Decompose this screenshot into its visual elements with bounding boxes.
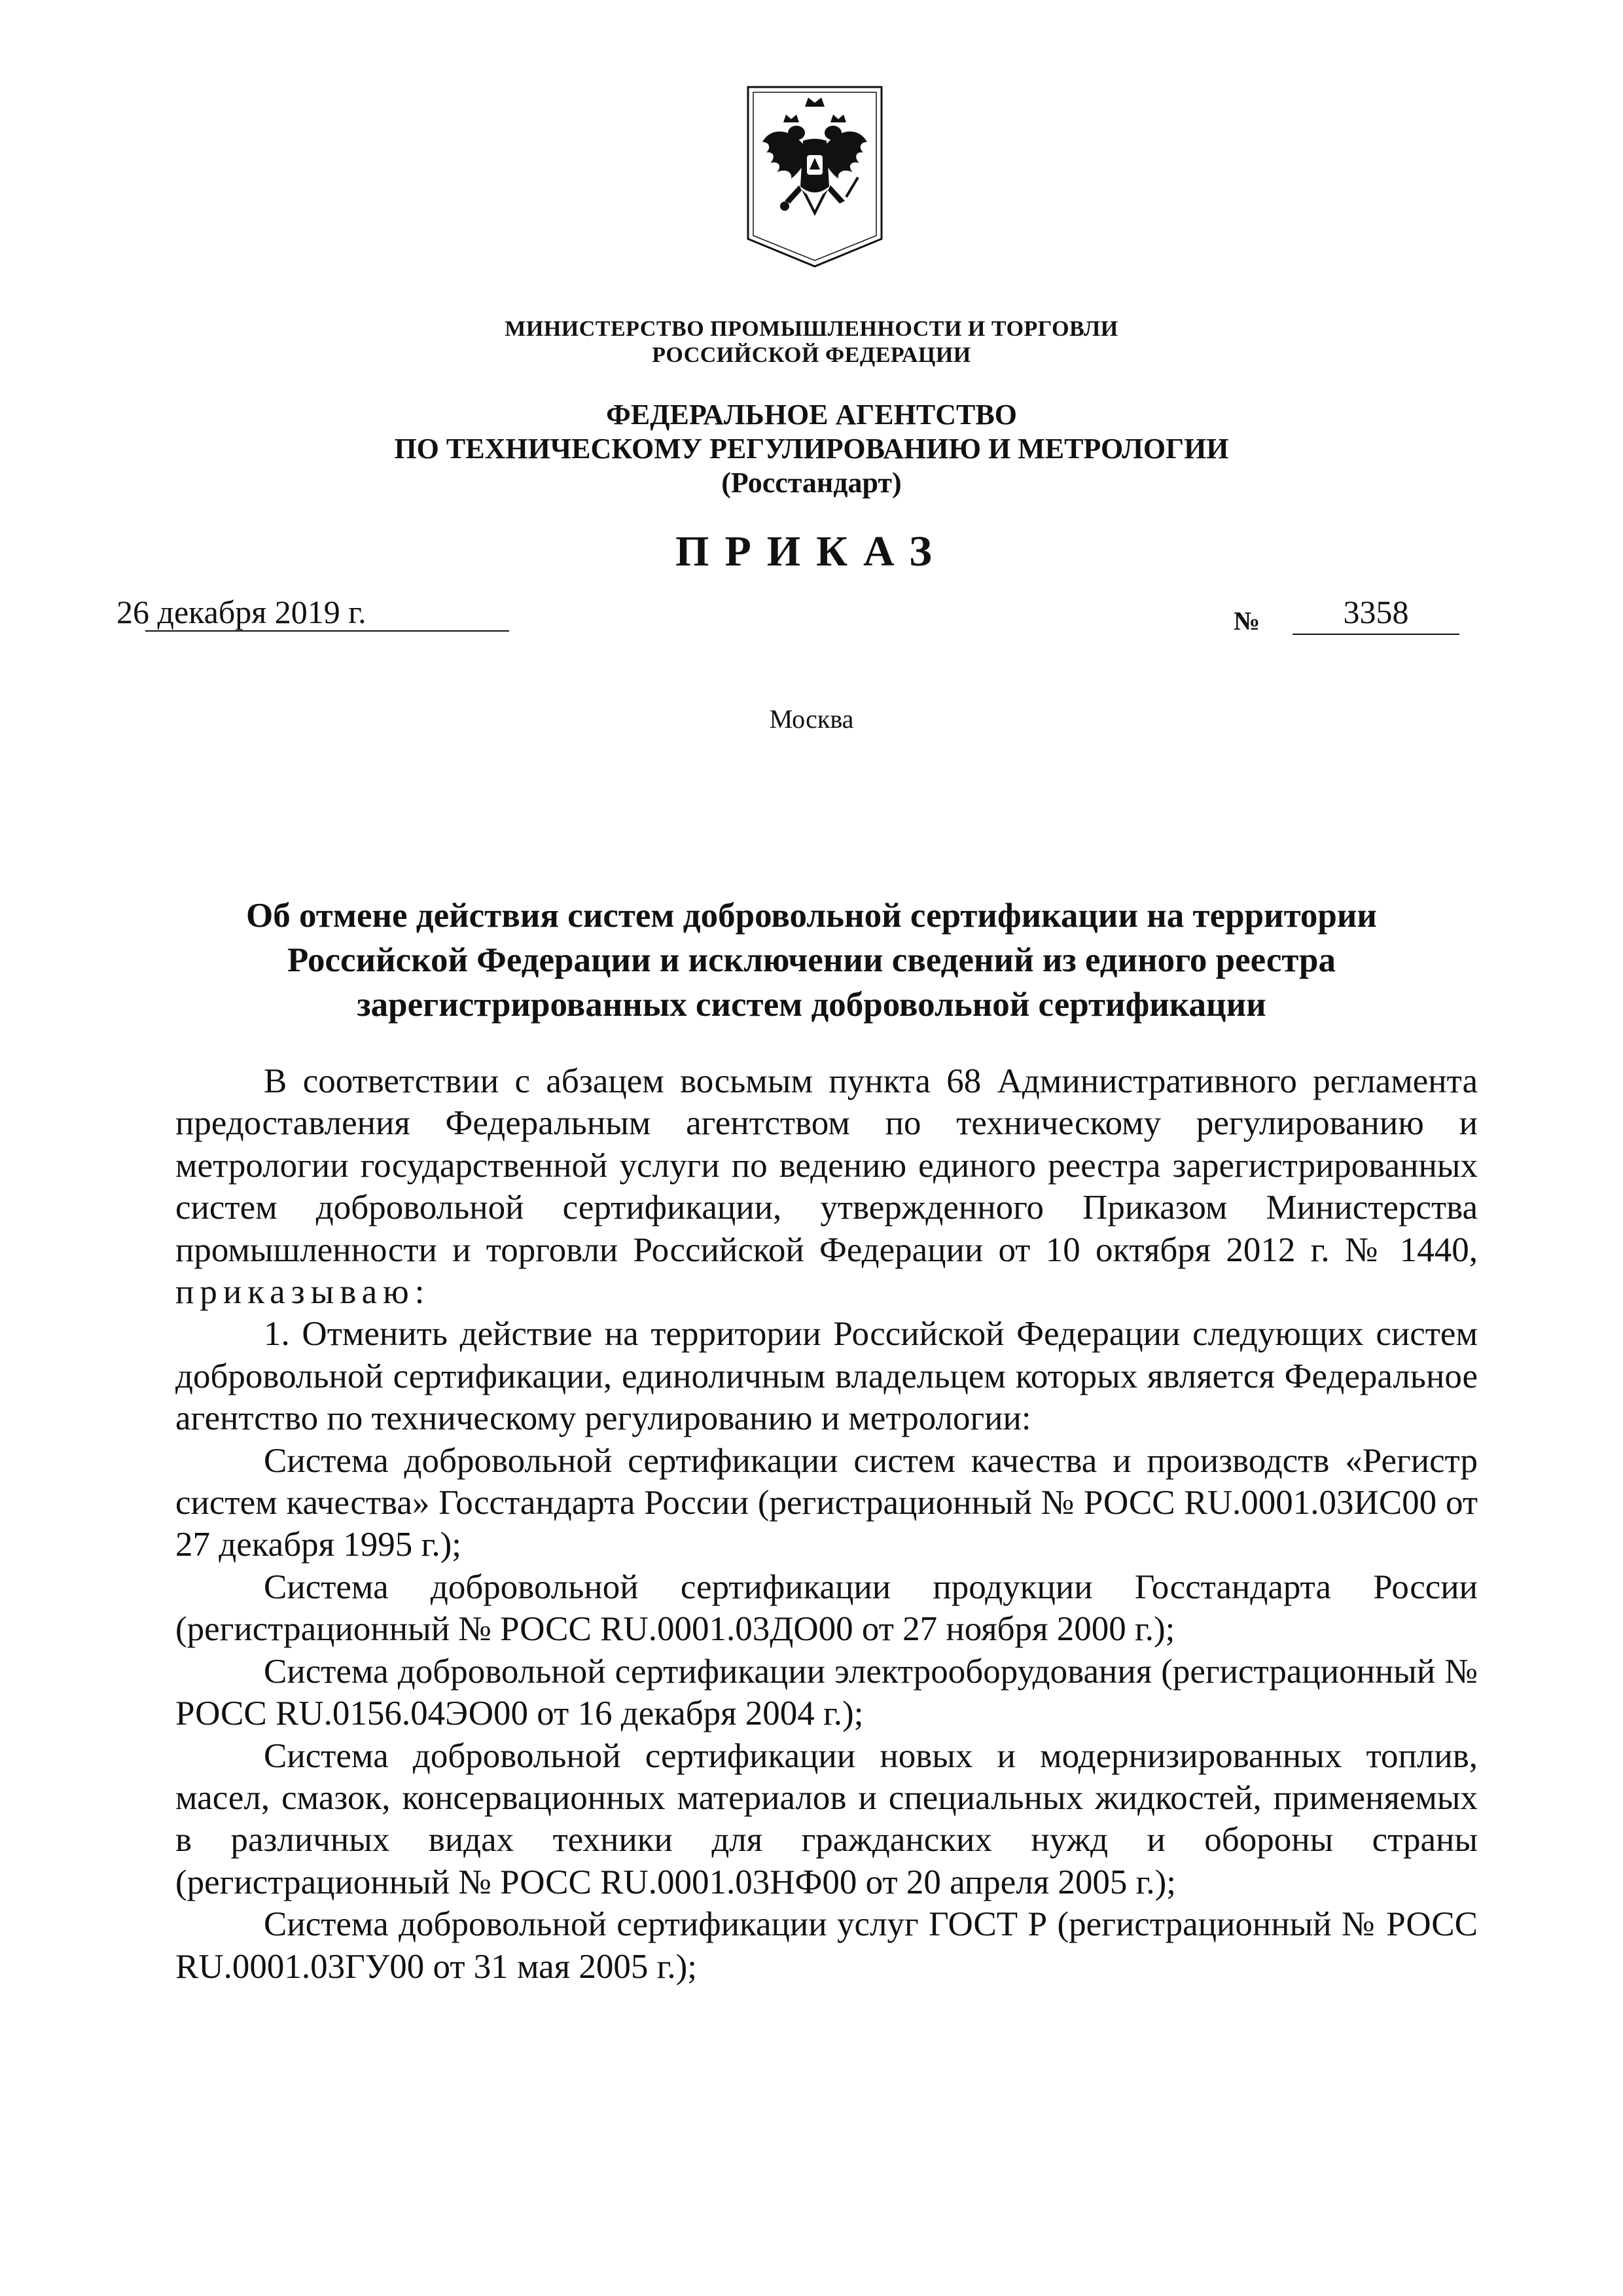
document-type: ПРИКАЗ	[675, 528, 948, 575]
agency-short-name: (Росстандарт)	[721, 467, 902, 499]
document-title	[170, 893, 1453, 1027]
order-number-text: 3358	[1343, 594, 1409, 630]
item-1-paragraph: 1. Отменить действие на территории Российской Федерации следующих систем добровольной сертификации, единоличным владельцем которых является Федеральное агентство по техническому регулированию и метрологии:	[175, 1315, 1478, 1438]
system-3-paragraph: Система добровольной сертификации электрооборудования (регистрационный № РОСС RU.0156.04ЭО00 от 16 декабря 2004 г.);	[175, 1652, 1478, 1733]
city: Москва	[769, 704, 854, 734]
number-underline	[1293, 634, 1459, 635]
agency-line-1: ФЕДЕРАЛЬНОЕ АГЕНТСТВО	[606, 399, 1017, 431]
order-number	[1293, 592, 1459, 632]
number-sign: №	[1234, 606, 1260, 636]
ministry-line-2: РОССИЙСКОЙ ФЕДЕРАЦИИ	[652, 343, 971, 367]
ministry-line-1: МИНИСТЕРСТВО ПРОМЫШЛЕННОСТИ И ТОРГОВЛИ	[505, 317, 1118, 341]
order-date-text: 26 декабря 2019 г.	[116, 594, 366, 630]
title-line-1: Об отмене действия систем добровольной сертификации на территории	[246, 897, 1377, 935]
order-date	[116, 592, 366, 632]
russian-coat-of-arms-icon	[743, 82, 887, 272]
agency-line-2: ПО ТЕХНИЧЕСКОМУ РЕГУЛИРОВАНИЮ И МЕТРОЛОГИИ	[394, 433, 1229, 465]
system-4-paragraph: Система добровольной сертификации новых и модернизированных топлив, масел, смазок, консервационных материалов и специальных жидкостей, применяемых в различных видах техники для гражданских нужд и обороны страны (регистрационный № РОСС RU.0001.03НФ00 от 20 апреля 2005 г.);	[175, 1736, 1478, 1901]
system-5-paragraph: Система добровольной сертификации услуг ГОСТ Р (регистрационный № РОСС RU.0001.03ГУ00 от 31 мая 2005 г.);	[175, 1905, 1478, 1986]
document-body	[175, 1060, 1478, 1988]
date-underline	[145, 630, 509, 632]
system-2-paragraph: Система добровольной сертификации продукции Госстандарта России (регистрационный № РОСС RU.0001.03ДО00 от 27 ноября 2000 г.);	[175, 1568, 1478, 1649]
agency-name	[0, 398, 1623, 500]
system-1-paragraph: Система добровольной сертификации систем качества и производств «Регистр систем качества» Госстандарта России (регистрационный № РОСС RU.0001.03ИС00 от 27 декабря 1995 г.);	[175, 1441, 1478, 1564]
title-line-3: зарегистрированных систем добровольной сертификации	[357, 986, 1266, 1024]
title-line-2: Российской Федерации и исключении сведений из единого реестра	[287, 941, 1336, 979]
order-word: приказываю:	[175, 1273, 431, 1312]
ministry-name	[0, 316, 1623, 368]
intro-paragraph	[175, 1060, 1478, 1313]
intro-text: В соответствии с абзацем восьмым пункта 68 Административного регламента предоставления Федеральным агентством по техническому регулированию и метрологии государственной услуги по ведению единого реестра зарегистрированных систем добровольной сертификации, утвержденного Приказом Министерства промышленности и торговли Российской Федерации от 10 октября 2012 г. № 1440,	[175, 1062, 1478, 1269]
